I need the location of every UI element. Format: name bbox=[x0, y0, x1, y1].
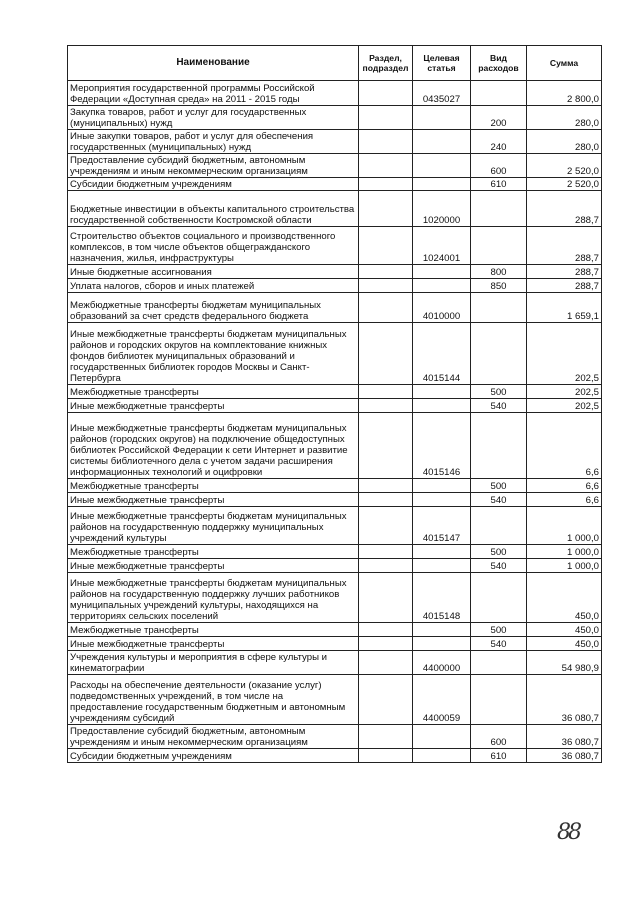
cell-name: Межбюджетные трансферты bbox=[68, 545, 359, 559]
cell-target bbox=[413, 637, 471, 651]
table-row bbox=[68, 191, 602, 227]
cell-kind bbox=[471, 675, 527, 725]
cell-name: Строительство объектов социального и производственного комплексов, в том числе объектов общегражданского назначения, жилья, инфраструктуры bbox=[68, 227, 359, 265]
cell-target bbox=[413, 559, 471, 573]
cell-name: Иные межбюджетные трансферты бюджетам муниципальных районов и городских округов на комплектование книжных фондов библиотек муниципальных образований и государственных библиотек городов Москвы и Санкт-Петербурга bbox=[68, 323, 359, 385]
cell-target: 4015146 bbox=[413, 413, 471, 479]
cell-target bbox=[413, 623, 471, 637]
cell-section bbox=[359, 154, 413, 178]
cell-sum: 2 520,0 bbox=[527, 154, 602, 178]
table-row bbox=[68, 749, 602, 763]
cell-sum: 2 800,0 bbox=[527, 81, 602, 106]
cell-section bbox=[359, 130, 413, 154]
cell-kind bbox=[471, 323, 527, 385]
table-row bbox=[68, 675, 602, 725]
cell-section bbox=[359, 623, 413, 637]
cell-section bbox=[359, 493, 413, 507]
cell-sum: 202,5 bbox=[527, 399, 602, 413]
cell-name: Уплата налогов, сборов и иных платежей bbox=[68, 279, 359, 293]
cell-name: Субсидии бюджетным учреждениям bbox=[68, 749, 359, 763]
table-row bbox=[68, 623, 602, 637]
cell-kind bbox=[471, 81, 527, 106]
cell-sum: 1 000,0 bbox=[527, 507, 602, 545]
cell-kind bbox=[471, 651, 527, 675]
table-row bbox=[68, 725, 602, 749]
header-target: Целевая статья bbox=[413, 46, 471, 81]
cell-section bbox=[359, 106, 413, 130]
cell-sum: 54 980,9 bbox=[527, 651, 602, 675]
cell-kind: 600 bbox=[471, 154, 527, 178]
cell-target: 4400000 bbox=[413, 651, 471, 675]
cell-kind: 540 bbox=[471, 493, 527, 507]
table-row bbox=[68, 399, 602, 413]
header-section: Раздел, подраздел bbox=[359, 46, 413, 81]
cell-name: Иные межбюджетные трансферты bbox=[68, 399, 359, 413]
cell-kind: 240 bbox=[471, 130, 527, 154]
cell-sum: 288,7 bbox=[527, 265, 602, 279]
cell-sum: 2 520,0 bbox=[527, 178, 602, 191]
cell-name: Иные межбюджетные трансферты bbox=[68, 493, 359, 507]
table-row bbox=[68, 545, 602, 559]
table-row bbox=[68, 323, 602, 385]
cell-target: 0435027 bbox=[413, 81, 471, 106]
cell-sum: 202,5 bbox=[527, 323, 602, 385]
cell-name: Иные межбюджетные трансферты бюджетам муниципальных районов (городских округов) на подключение общедоступных библиотек Российской Федерации к сети Интернет и развитие системы библиотечного дела с учетом задачи расширения информационных технологий и оцифровки bbox=[68, 413, 359, 479]
cell-name: Межбюджетные трансферты bbox=[68, 623, 359, 637]
cell-target bbox=[413, 399, 471, 413]
cell-target: 1020000 bbox=[413, 191, 471, 227]
cell-sum: 36 080,7 bbox=[527, 725, 602, 749]
table-row bbox=[68, 279, 602, 293]
cell-sum: 6,6 bbox=[527, 413, 602, 479]
cell-name: Иные межбюджетные трансферты бюджетам муниципальных районов на государственную поддержку муниципальных учреждений культуры bbox=[68, 507, 359, 545]
cell-target bbox=[413, 725, 471, 749]
cell-target bbox=[413, 154, 471, 178]
cell-kind: 200 bbox=[471, 106, 527, 130]
cell-section bbox=[359, 265, 413, 279]
table-row bbox=[68, 178, 602, 191]
cell-section bbox=[359, 573, 413, 623]
cell-name: Учреждения культуры и мероприятия в сфере культуры и кинематографии bbox=[68, 651, 359, 675]
cell-name: Межбюджетные трансферты bbox=[68, 385, 359, 399]
cell-section bbox=[359, 479, 413, 493]
table-row bbox=[68, 154, 602, 178]
cell-kind bbox=[471, 507, 527, 545]
cell-name: Иные межбюджетные трансферты bbox=[68, 637, 359, 651]
cell-section bbox=[359, 675, 413, 725]
cell-kind: 500 bbox=[471, 623, 527, 637]
table-row bbox=[68, 413, 602, 479]
header-name: Наименование bbox=[68, 46, 359, 81]
cell-target: 4400059 bbox=[413, 675, 471, 725]
cell-kind bbox=[471, 293, 527, 323]
cell-sum: 1 659,1 bbox=[527, 293, 602, 323]
cell-sum: 1 000,0 bbox=[527, 559, 602, 573]
cell-section bbox=[359, 399, 413, 413]
cell-target: 1024001 bbox=[413, 227, 471, 265]
cell-kind: 600 bbox=[471, 725, 527, 749]
cell-target bbox=[413, 279, 471, 293]
cell-section bbox=[359, 651, 413, 675]
cell-sum: 288,7 bbox=[527, 279, 602, 293]
cell-name: Субсидии бюджетным учреждениям bbox=[68, 178, 359, 191]
cell-target: 4015148 bbox=[413, 573, 471, 623]
cell-sum: 450,0 bbox=[527, 637, 602, 651]
header-kind: Вид расходов bbox=[471, 46, 527, 81]
cell-name: Предоставление субсидий бюджетным, автономным учреждениям и иным некоммерческим организациям bbox=[68, 725, 359, 749]
table-row bbox=[68, 493, 602, 507]
cell-section bbox=[359, 385, 413, 399]
cell-section bbox=[359, 413, 413, 479]
table-row bbox=[68, 265, 602, 279]
cell-target bbox=[413, 479, 471, 493]
cell-section bbox=[359, 191, 413, 227]
cell-kind: 800 bbox=[471, 265, 527, 279]
cell-sum: 6,6 bbox=[527, 493, 602, 507]
cell-sum: 288,7 bbox=[527, 191, 602, 227]
cell-sum: 6,6 bbox=[527, 479, 602, 493]
cell-name: Мероприятия государственной программы Российской Федерации «Доступная среда» на 2011 - 2015 годы bbox=[68, 81, 359, 106]
cell-target bbox=[413, 749, 471, 763]
cell-section bbox=[359, 725, 413, 749]
table-row bbox=[68, 651, 602, 675]
cell-section bbox=[359, 559, 413, 573]
cell-sum: 450,0 bbox=[527, 623, 602, 637]
cell-sum: 280,0 bbox=[527, 106, 602, 130]
cell-target bbox=[413, 130, 471, 154]
cell-kind: 540 bbox=[471, 559, 527, 573]
table-row bbox=[68, 385, 602, 399]
table-row bbox=[68, 559, 602, 573]
cell-sum: 202,5 bbox=[527, 385, 602, 399]
cell-target: 4010000 bbox=[413, 293, 471, 323]
table-row bbox=[68, 81, 602, 106]
cell-kind: 850 bbox=[471, 279, 527, 293]
cell-sum: 36 080,7 bbox=[527, 749, 602, 763]
cell-name: Предоставление субсидий бюджетным, автономным учреждениям и иным некоммерческим организациям bbox=[68, 154, 359, 178]
cell-target bbox=[413, 106, 471, 130]
cell-section bbox=[359, 227, 413, 265]
table-row bbox=[68, 106, 602, 130]
cell-target bbox=[413, 545, 471, 559]
cell-name: Межбюджетные трансферты bbox=[68, 479, 359, 493]
cell-name: Иные межбюджетные трансферты бюджетам муниципальных районов на государственную поддержку лучших работников муниципальных учреждений культуры, находящихся на территориях сельских поселений bbox=[68, 573, 359, 623]
table-row bbox=[68, 479, 602, 493]
cell-section bbox=[359, 749, 413, 763]
table-row bbox=[68, 573, 602, 623]
cell-name: Иные закупки товаров, работ и услуг для обеспечения государственных (муниципальных) нужд bbox=[68, 130, 359, 154]
table-row bbox=[68, 293, 602, 323]
cell-target bbox=[413, 265, 471, 279]
cell-kind bbox=[471, 227, 527, 265]
cell-sum: 36 080,7 bbox=[527, 675, 602, 725]
handwritten-page-number: 88 bbox=[557, 820, 579, 845]
cell-sum: 280,0 bbox=[527, 130, 602, 154]
table-header-row bbox=[68, 46, 602, 81]
cell-kind: 500 bbox=[471, 385, 527, 399]
cell-name: Бюджетные инвестиции в объекты капитального строительства государственной собственности Костромской области bbox=[68, 191, 359, 227]
cell-kind bbox=[471, 191, 527, 227]
cell-target bbox=[413, 385, 471, 399]
cell-kind: 610 bbox=[471, 178, 527, 191]
cell-section bbox=[359, 507, 413, 545]
cell-target: 4015147 bbox=[413, 507, 471, 545]
cell-name: Расходы на обеспечение деятельности (оказание услуг) подведомственных учреждений, в том числе на предоставление государственным бюджетным и автономным учреждениям субсидий bbox=[68, 675, 359, 725]
cell-section bbox=[359, 178, 413, 191]
cell-name: Межбюджетные трансферты бюджетам муниципальных образований за счет средств федерального бюджета bbox=[68, 293, 359, 323]
cell-section bbox=[359, 323, 413, 385]
cell-section bbox=[359, 279, 413, 293]
cell-name: Иные бюджетные ассигнования bbox=[68, 265, 359, 279]
table-row bbox=[68, 130, 602, 154]
cell-sum: 288,7 bbox=[527, 227, 602, 265]
cell-target bbox=[413, 493, 471, 507]
cell-target bbox=[413, 178, 471, 191]
cell-kind: 610 bbox=[471, 749, 527, 763]
header-sum: Сумма bbox=[527, 46, 602, 81]
cell-name: Закупка товаров, работ и услуг для государственных (муниципальных) нужд bbox=[68, 106, 359, 130]
cell-kind: 540 bbox=[471, 399, 527, 413]
table-row bbox=[68, 507, 602, 545]
cell-sum: 450,0 bbox=[527, 573, 602, 623]
cell-section bbox=[359, 545, 413, 559]
cell-section bbox=[359, 293, 413, 323]
table-body bbox=[68, 81, 602, 763]
cell-section bbox=[359, 81, 413, 106]
budget-table bbox=[67, 45, 602, 763]
cell-target: 4015144 bbox=[413, 323, 471, 385]
cell-kind: 500 bbox=[471, 545, 527, 559]
cell-kind: 500 bbox=[471, 479, 527, 493]
cell-kind bbox=[471, 573, 527, 623]
cell-sum: 1 000,0 bbox=[527, 545, 602, 559]
table-row bbox=[68, 227, 602, 265]
cell-section bbox=[359, 637, 413, 651]
cell-name: Иные межбюджетные трансферты bbox=[68, 559, 359, 573]
table-row bbox=[68, 637, 602, 651]
cell-kind bbox=[471, 413, 527, 479]
cell-kind: 540 bbox=[471, 637, 527, 651]
